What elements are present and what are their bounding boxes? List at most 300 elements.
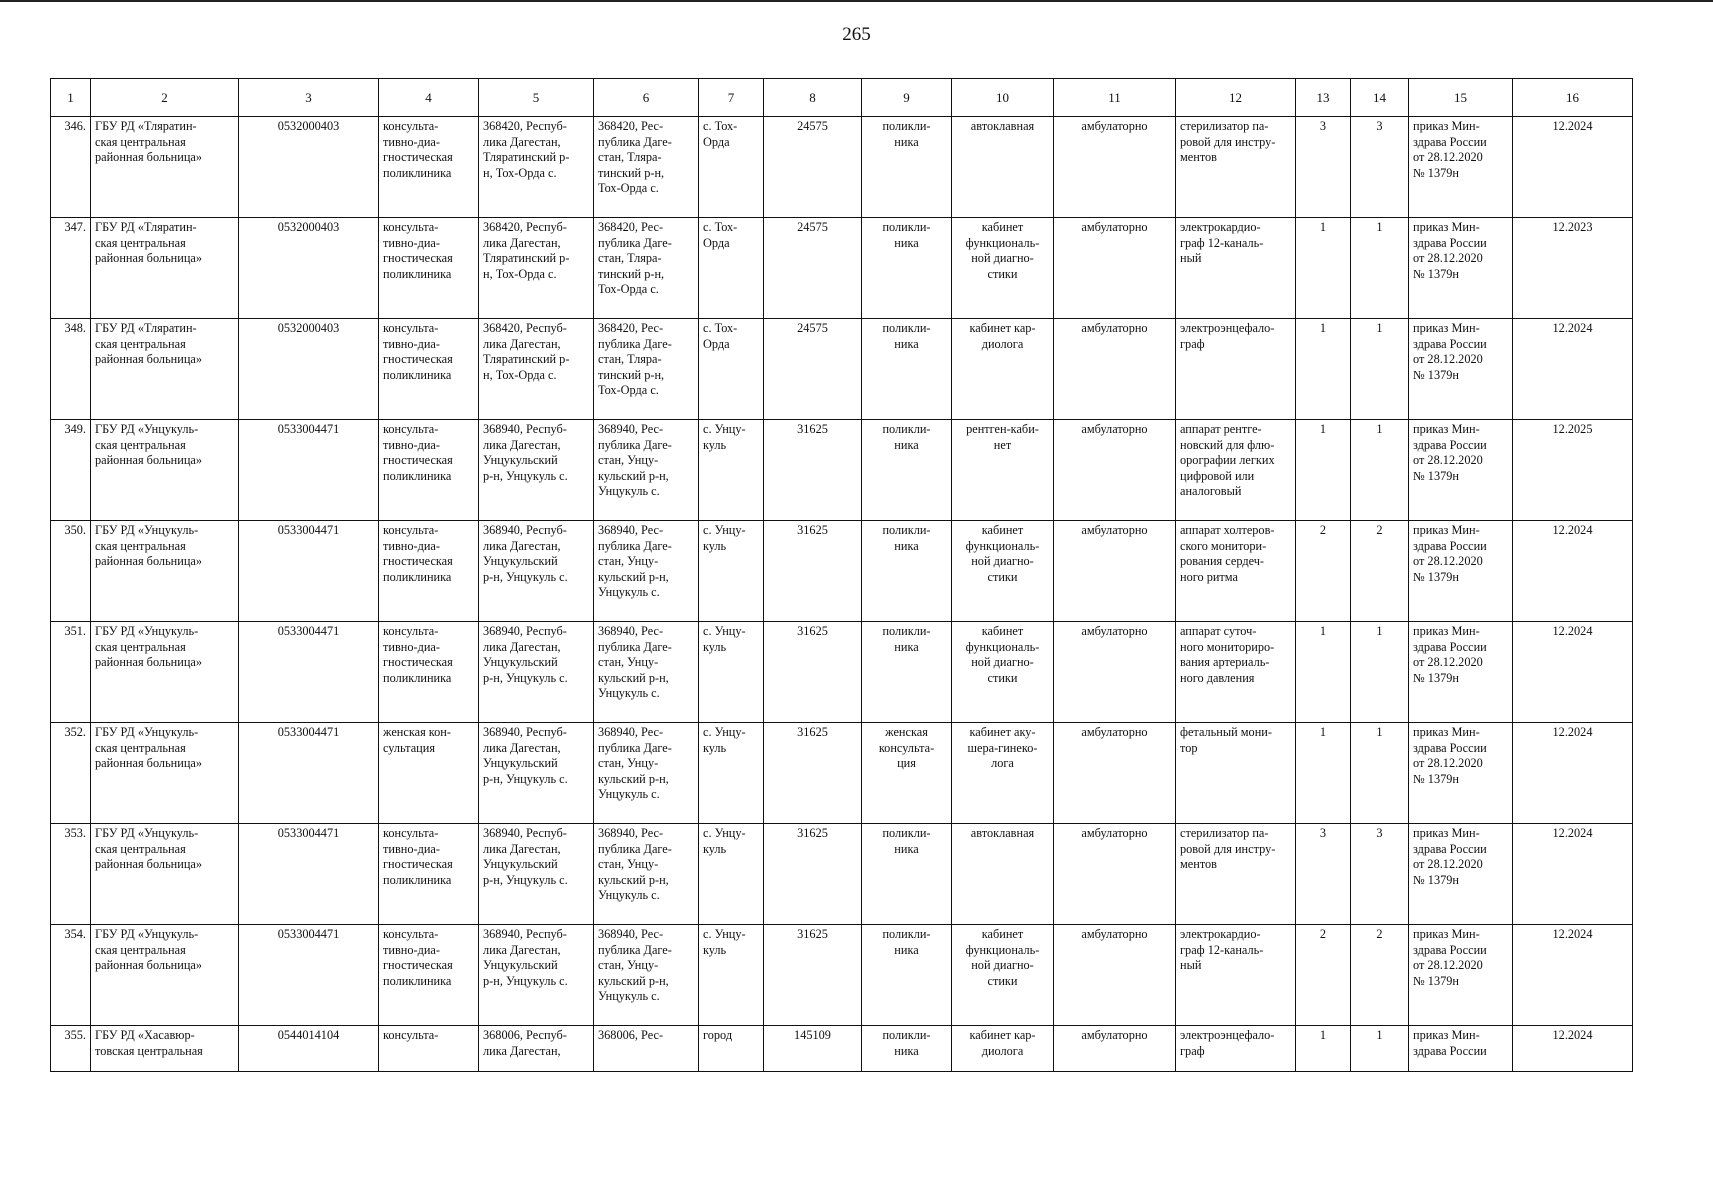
column-header: 10 (952, 79, 1054, 117)
legal-address: 368420, Респуб- лика Дагестан, Тляратинский р- н, Тох-Орда с. (483, 119, 570, 180)
subdivision-type: консульта- тивно-диа- гностическая поликлиника (383, 321, 453, 382)
row-number: 347. (64, 220, 86, 234)
subdivision-type-cell (379, 521, 479, 622)
population: 31625 (797, 422, 828, 436)
quantity-14: 1 (1376, 624, 1383, 638)
order-ref: приказ Мин- здрава России (1413, 1028, 1487, 1058)
row-number: 348. (64, 321, 86, 335)
order-ref-cell (1409, 1026, 1513, 1072)
due-date-cell (1513, 319, 1633, 420)
org-name: ГБУ РД «Тляратин- ская центральная районная больница» (95, 119, 203, 164)
locality: с. Унцу- куль (703, 927, 746, 957)
legal-address: 368940, Респуб- лика Дагестан, Унцукульский р-н, Унцукуль с. (483, 624, 568, 685)
locality-cell (699, 521, 764, 622)
org-code: 0533004471 (277, 624, 340, 638)
table-row (51, 521, 1633, 622)
room-name: автоклавная (970, 826, 1035, 840)
care-mode-cell (1054, 218, 1176, 319)
row-number: 349. (64, 422, 86, 436)
org-code-cell (239, 521, 379, 622)
legal-address-cell (479, 1026, 594, 1072)
room-name-cell (952, 117, 1054, 218)
population: 31625 (797, 523, 828, 537)
quantity-14: 2 (1376, 523, 1383, 537)
room-name-cell (952, 420, 1054, 521)
equipment-name: фетальный мони- тор (1180, 725, 1272, 755)
due-date-cell (1513, 117, 1633, 218)
order-ref: приказ Мин- здрава России от 28.12.2020 № 1379н (1413, 826, 1487, 887)
org-code: 0533004471 (277, 422, 340, 436)
org-name-cell (91, 319, 239, 420)
org-code: 0533004471 (277, 826, 340, 840)
care-mode-cell (1054, 1026, 1176, 1072)
column-header: 6 (594, 79, 699, 117)
column-header: 14 (1351, 79, 1409, 117)
table-row (51, 420, 1633, 521)
quantity-14-cell (1351, 723, 1409, 824)
locality: с. Тох- Орда (703, 119, 738, 149)
org-name-cell (91, 420, 239, 521)
equipment-name: стерилизатор па- ровой для инстру- ментов (1180, 119, 1276, 164)
org-code: 0533004471 (277, 927, 340, 941)
order-ref-cell (1409, 723, 1513, 824)
actual-address-cell (594, 117, 699, 218)
due-date: 12.2024 (1552, 1028, 1593, 1042)
order-ref: приказ Мин- здрава России от 28.12.2020 № 1379н (1413, 624, 1487, 685)
org-code: 0533004471 (277, 725, 340, 739)
care-mode: амбулаторно (1081, 826, 1148, 840)
actual-address: 368940, Рес- публика Даге- стан, Унцу- кульский р-н, Унцукуль с. (598, 927, 672, 1003)
due-date: 12.2024 (1552, 725, 1593, 739)
subdivision-type-cell (379, 1026, 479, 1072)
subdivision-type: женская кон- сультация (383, 725, 451, 755)
org-name-cell (91, 723, 239, 824)
quantity-14-cell (1351, 521, 1409, 622)
row-number-cell (51, 824, 91, 925)
legal-address-cell (479, 824, 594, 925)
legal-address: 368420, Респуб- лика Дагестан, Тляратинский р- н, Тох-Орда с. (483, 321, 570, 382)
equipment-name: электрокардио- граф 12-каналь- ный (1180, 220, 1264, 265)
quantity-13-cell (1296, 925, 1351, 1026)
unit-name: поликли- ника (882, 523, 931, 553)
top-rule (0, 0, 1713, 2)
care-mode: амбулаторно (1081, 725, 1148, 739)
due-date-cell (1513, 925, 1633, 1026)
equipment-name-cell (1176, 1026, 1296, 1072)
equipment-name-cell (1176, 420, 1296, 521)
actual-address: 368006, Рес- (598, 1028, 664, 1042)
quantity-14: 1 (1376, 725, 1383, 739)
actual-address: 368940, Рес- публика Даге- стан, Унцу- кульский р-н, Унцукуль с. (598, 523, 672, 599)
locality-cell (699, 1026, 764, 1072)
order-ref-cell (1409, 319, 1513, 420)
locality: с. Унцу- куль (703, 725, 746, 755)
unit-name: женская консульта- ция (878, 725, 935, 770)
row-number-cell (51, 1026, 91, 1072)
column-header: 4 (379, 79, 479, 117)
org-name: ГБУ РД «Тляратин- ская центральная районная больница» (95, 321, 203, 366)
quantity-14-cell (1351, 824, 1409, 925)
order-ref-cell (1409, 420, 1513, 521)
column-header: 15 (1409, 79, 1513, 117)
due-date-cell (1513, 723, 1633, 824)
locality-cell (699, 622, 764, 723)
equipment-name-cell (1176, 218, 1296, 319)
org-code-cell (239, 117, 379, 218)
actual-address: 368420, Рес- публика Даге- стан, Тляра- тинский р-н, Тох-Орда с. (598, 119, 672, 195)
subdivision-type-cell (379, 218, 479, 319)
table-row (51, 319, 1633, 420)
org-name: ГБУ РД «Хасавюр- товская центральная (95, 1028, 203, 1058)
subdivision-type: консульта- тивно-диа- гностическая поликлиника (383, 422, 453, 483)
room-name-cell (952, 925, 1054, 1026)
quantity-14: 2 (1376, 927, 1383, 941)
care-mode-cell (1054, 925, 1176, 1026)
quantity-14: 1 (1376, 1028, 1383, 1042)
locality: с. Унцу- куль (703, 422, 746, 452)
locality-cell (699, 824, 764, 925)
row-number: 350. (64, 523, 86, 537)
row-number-cell (51, 218, 91, 319)
org-name-cell (91, 117, 239, 218)
column-header: 5 (479, 79, 594, 117)
due-date: 12.2024 (1552, 321, 1593, 335)
subdivision-type: консульта- тивно-диа- гностическая поликлиника (383, 624, 453, 685)
care-mode-cell (1054, 420, 1176, 521)
actual-address: 368940, Рес- публика Даге- стан, Унцу- кульский р-н, Унцукуль с. (598, 725, 672, 801)
population-cell (764, 824, 862, 925)
quantity-13: 3 (1319, 826, 1327, 840)
org-name: ГБУ РД «Унцукуль- ская центральная районная больница» (95, 927, 203, 972)
org-code-cell (239, 824, 379, 925)
due-date: 12.2023 (1552, 220, 1593, 234)
legal-address: 368940, Респуб- лика Дагестан, Унцукульский р-н, Унцукуль с. (483, 725, 568, 786)
room-name: кабинет функциональ- ной диагно- стики (965, 220, 1040, 281)
table-body (51, 117, 1633, 1072)
population-cell (764, 218, 862, 319)
quantity-14: 3 (1376, 119, 1383, 133)
org-name-cell (91, 925, 239, 1026)
population-cell (764, 117, 862, 218)
quantity-13: 1 (1319, 321, 1327, 335)
legal-address-cell (479, 925, 594, 1026)
population-cell (764, 319, 862, 420)
population: 31625 (797, 826, 828, 840)
due-date: 12.2024 (1552, 523, 1593, 537)
equipment-name: электрокардио- граф 12-каналь- ный (1180, 927, 1264, 972)
room-name-cell (952, 319, 1054, 420)
org-name: ГБУ РД «Унцукуль- ская центральная районная больница» (95, 523, 203, 568)
care-mode-cell (1054, 117, 1176, 218)
equipment-name: стерилизатор па- ровой для инстру- ментов (1180, 826, 1276, 871)
subdivision-type-cell (379, 117, 479, 218)
room-name: кабинет кар- диолога (969, 321, 1036, 351)
column-header: 2 (91, 79, 239, 117)
room-name: рентген-каби- нет (966, 422, 1039, 452)
order-ref: приказ Мин- здрава России от 28.12.2020 № 1379н (1413, 725, 1487, 786)
org-code-cell (239, 622, 379, 723)
unit-name-cell (862, 218, 952, 319)
subdivision-type-cell (379, 622, 479, 723)
room-name: кабинет функциональ- ной диагно- стики (965, 927, 1040, 988)
row-number: 346. (64, 119, 86, 133)
actual-address-cell (594, 925, 699, 1026)
actual-address-cell (594, 1026, 699, 1072)
due-date-cell (1513, 1026, 1633, 1072)
unit-name-cell (862, 925, 952, 1026)
quantity-14: 1 (1376, 321, 1383, 335)
page-number: 265 (842, 24, 871, 45)
population-cell (764, 521, 862, 622)
population-cell (764, 723, 862, 824)
population: 31625 (797, 927, 828, 941)
subdivision-type: консульта- тивно-диа- гностическая поликлиника (383, 220, 453, 281)
due-date-cell (1513, 622, 1633, 723)
quantity-14-cell (1351, 319, 1409, 420)
care-mode-cell (1054, 723, 1176, 824)
order-ref: приказ Мин- здрава России от 28.12.2020 № 1379н (1413, 523, 1487, 584)
quantity-14-cell (1351, 925, 1409, 1026)
legal-address: 368940, Респуб- лика Дагестан, Унцукульский р-н, Унцукуль с. (483, 927, 568, 988)
equipment-name: аппарат холтеров- ского монитори- рования сердеч- ного ритма (1180, 523, 1275, 584)
quantity-13-cell (1296, 420, 1351, 521)
legal-address: 368940, Респуб- лика Дагестан, Унцукульский р-н, Унцукуль с. (483, 523, 568, 584)
equipment-name-cell (1176, 824, 1296, 925)
org-code-cell (239, 319, 379, 420)
quantity-14-cell (1351, 622, 1409, 723)
table-row (51, 117, 1633, 218)
quantity-13-cell (1296, 622, 1351, 723)
org-name: ГБУ РД «Унцукуль- ская центральная районная больница» (95, 624, 203, 669)
room-name-cell (952, 622, 1054, 723)
legal-address-cell (479, 521, 594, 622)
unit-name-cell (862, 117, 952, 218)
quantity-13: 3 (1319, 119, 1327, 133)
locality: с. Унцу- куль (703, 523, 746, 553)
row-number-cell (51, 521, 91, 622)
care-mode-cell (1054, 521, 1176, 622)
locality-cell (699, 925, 764, 1026)
unit-name: поликли- ника (882, 927, 931, 957)
locality: с. Унцу- куль (703, 826, 746, 856)
due-date: 12.2024 (1552, 624, 1593, 638)
population-cell (764, 420, 862, 521)
actual-address-cell (594, 622, 699, 723)
due-date: 12.2024 (1552, 927, 1593, 941)
table-row (51, 723, 1633, 824)
order-ref-cell (1409, 521, 1513, 622)
room-name: автоклавная (970, 119, 1035, 133)
org-code-cell (239, 925, 379, 1026)
actual-address-cell (594, 420, 699, 521)
actual-address: 368420, Рес- публика Даге- стан, Тляра- тинский р-н, Тох-Орда с. (598, 220, 672, 296)
column-header: 11 (1054, 79, 1176, 117)
subdivision-type-cell (379, 723, 479, 824)
legal-address-cell (479, 117, 594, 218)
equipment-name: электроэнцефало- граф (1180, 321, 1275, 351)
order-ref: приказ Мин- здрава России от 28.12.2020 № 1379н (1413, 927, 1487, 988)
subdivision-type: консульта- тивно-диа- гностическая поликлиника (383, 523, 453, 584)
order-ref: приказ Мин- здрава России от 28.12.2020 № 1379н (1413, 119, 1487, 180)
locality: с. Тох- Орда (703, 321, 738, 351)
subdivision-type: консульта- тивно-диа- гностическая поликлиника (383, 927, 453, 988)
row-number: 351. (64, 624, 86, 638)
care-mode: амбулаторно (1081, 927, 1148, 941)
subdivision-type: консульта- тивно-диа- гностическая поликлиника (383, 119, 453, 180)
population-cell (764, 1026, 862, 1072)
locality-cell (699, 319, 764, 420)
row-number-cell (51, 925, 91, 1026)
due-date-cell (1513, 218, 1633, 319)
order-ref-cell (1409, 117, 1513, 218)
care-mode: амбулаторно (1081, 119, 1148, 133)
equipment-name-cell (1176, 622, 1296, 723)
quantity-13-cell (1296, 218, 1351, 319)
equipment-name: электроэнцефало- граф (1180, 1028, 1275, 1058)
care-mode: амбулаторно (1081, 220, 1148, 234)
column-header: 16 (1513, 79, 1633, 117)
org-name: ГБУ РД «Унцукуль- ская центральная районная больница» (95, 422, 203, 467)
quantity-13-cell (1296, 117, 1351, 218)
order-ref: приказ Мин- здрава России от 28.12.2020 № 1379н (1413, 220, 1487, 281)
unit-name: поликли- ника (882, 422, 931, 452)
care-mode: амбулаторно (1081, 321, 1148, 335)
care-mode-cell (1054, 622, 1176, 723)
population: 24575 (797, 119, 828, 133)
equipment-name: аппарат рентге- новский для флю- орографии легких цифровой или аналоговый (1180, 422, 1275, 498)
quantity-13: 1 (1319, 220, 1327, 234)
unit-name-cell (862, 824, 952, 925)
locality-cell (699, 117, 764, 218)
actual-address: 368940, Рес- публика Даге- стан, Унцу- кульский р-н, Унцукуль с. (598, 624, 672, 700)
due-date-cell (1513, 521, 1633, 622)
unit-name-cell (862, 319, 952, 420)
due-date-cell (1513, 824, 1633, 925)
actual-address-cell (594, 824, 699, 925)
subdivision-type-cell (379, 824, 479, 925)
register-table (50, 78, 1633, 1072)
org-code-cell (239, 218, 379, 319)
room-name: кабинет кар- диолога (969, 1028, 1036, 1058)
org-code: 0532000403 (277, 321, 340, 335)
legal-address-cell (479, 218, 594, 319)
column-header: 9 (862, 79, 952, 117)
org-code-cell (239, 420, 379, 521)
quantity-13: 1 (1319, 624, 1327, 638)
due-date: 12.2024 (1552, 119, 1593, 133)
org-name-cell (91, 824, 239, 925)
unit-name-cell (862, 622, 952, 723)
org-code: 0544014104 (277, 1028, 340, 1042)
column-header: 8 (764, 79, 862, 117)
legal-address-cell (479, 420, 594, 521)
care-mode: амбулаторно (1081, 1028, 1148, 1042)
unit-name: поликли- ника (882, 624, 931, 654)
org-name: ГБУ РД «Тляратин- ская центральная районная больница» (95, 220, 203, 265)
order-ref: приказ Мин- здрава России от 28.12.2020 № 1379н (1413, 422, 1487, 483)
row-number-cell (51, 622, 91, 723)
due-date: 12.2024 (1552, 826, 1593, 840)
population: 24575 (797, 321, 828, 335)
actual-address: 368940, Рес- публика Даге- стан, Унцу- кульский р-н, Унцукуль с. (598, 422, 672, 498)
quantity-13-cell (1296, 723, 1351, 824)
unit-name-cell (862, 521, 952, 622)
actual-address-cell (594, 319, 699, 420)
quantity-13: 1 (1319, 725, 1327, 739)
order-ref-cell (1409, 824, 1513, 925)
legal-address-cell (479, 622, 594, 723)
subdivision-type-cell (379, 925, 479, 1026)
room-name: кабинет функциональ- ной диагно- стики (965, 624, 1040, 685)
subdivision-type: консульта- (383, 1028, 439, 1042)
unit-name-cell (862, 420, 952, 521)
subdivision-type-cell (379, 420, 479, 521)
legal-address-cell (479, 723, 594, 824)
room-name: кабинет функциональ- ной диагно- стики (965, 523, 1040, 584)
column-header: 3 (239, 79, 379, 117)
quantity-14: 1 (1376, 220, 1383, 234)
row-number: 353. (64, 826, 86, 840)
quantity-14-cell (1351, 218, 1409, 319)
column-header: 13 (1296, 79, 1351, 117)
legal-address: 368420, Респуб- лика Дагестан, Тляратинский р- н, Тох-Орда с. (483, 220, 570, 281)
locality: с. Тох- Орда (703, 220, 738, 250)
care-mode-cell (1054, 824, 1176, 925)
locality: город (703, 1028, 733, 1042)
unit-name: поликли- ника (882, 119, 931, 149)
quantity-14: 1 (1376, 422, 1383, 436)
org-name: ГБУ РД «Унцукуль- ская центральная районная больница» (95, 725, 203, 770)
org-code: 0532000403 (277, 119, 340, 133)
org-name-cell (91, 1026, 239, 1072)
population: 31625 (797, 624, 828, 638)
row-number: 352. (64, 725, 86, 739)
quantity-14-cell (1351, 117, 1409, 218)
room-name: кабинет аку- шера-гинеко- лога (967, 725, 1038, 770)
actual-address: 368420, Рес- публика Даге- стан, Тляра- тинский р-н, Тох-Орда с. (598, 321, 672, 397)
legal-address-cell (479, 319, 594, 420)
actual-address-cell (594, 521, 699, 622)
unit-name-cell (862, 1026, 952, 1072)
unit-name: поликли- ника (882, 321, 931, 351)
care-mode: амбулаторно (1081, 422, 1148, 436)
care-mode-cell (1054, 319, 1176, 420)
org-code: 0533004471 (277, 523, 340, 537)
table-row (51, 622, 1633, 723)
quantity-13: 2 (1319, 927, 1327, 941)
org-code-cell (239, 1026, 379, 1072)
care-mode: амбулаторно (1081, 523, 1148, 537)
order-ref-cell (1409, 925, 1513, 1026)
org-name-cell (91, 622, 239, 723)
quantity-13-cell (1296, 319, 1351, 420)
quantity-13: 2 (1319, 523, 1327, 537)
quantity-13-cell (1296, 1026, 1351, 1072)
equipment-name-cell (1176, 117, 1296, 218)
equipment-name-cell (1176, 319, 1296, 420)
order-ref-cell (1409, 218, 1513, 319)
care-mode: амбулаторно (1081, 624, 1148, 638)
unit-name-cell (862, 723, 952, 824)
equipment-name-cell (1176, 925, 1296, 1026)
population-cell (764, 925, 862, 1026)
subdivision-type-cell (379, 319, 479, 420)
quantity-13-cell (1296, 824, 1351, 925)
quantity-14-cell (1351, 420, 1409, 521)
column-header: 7 (699, 79, 764, 117)
population: 145109 (794, 1028, 831, 1042)
legal-address: 368940, Респуб- лика Дагестан, Унцукульский р-н, Унцукуль с. (483, 422, 568, 483)
